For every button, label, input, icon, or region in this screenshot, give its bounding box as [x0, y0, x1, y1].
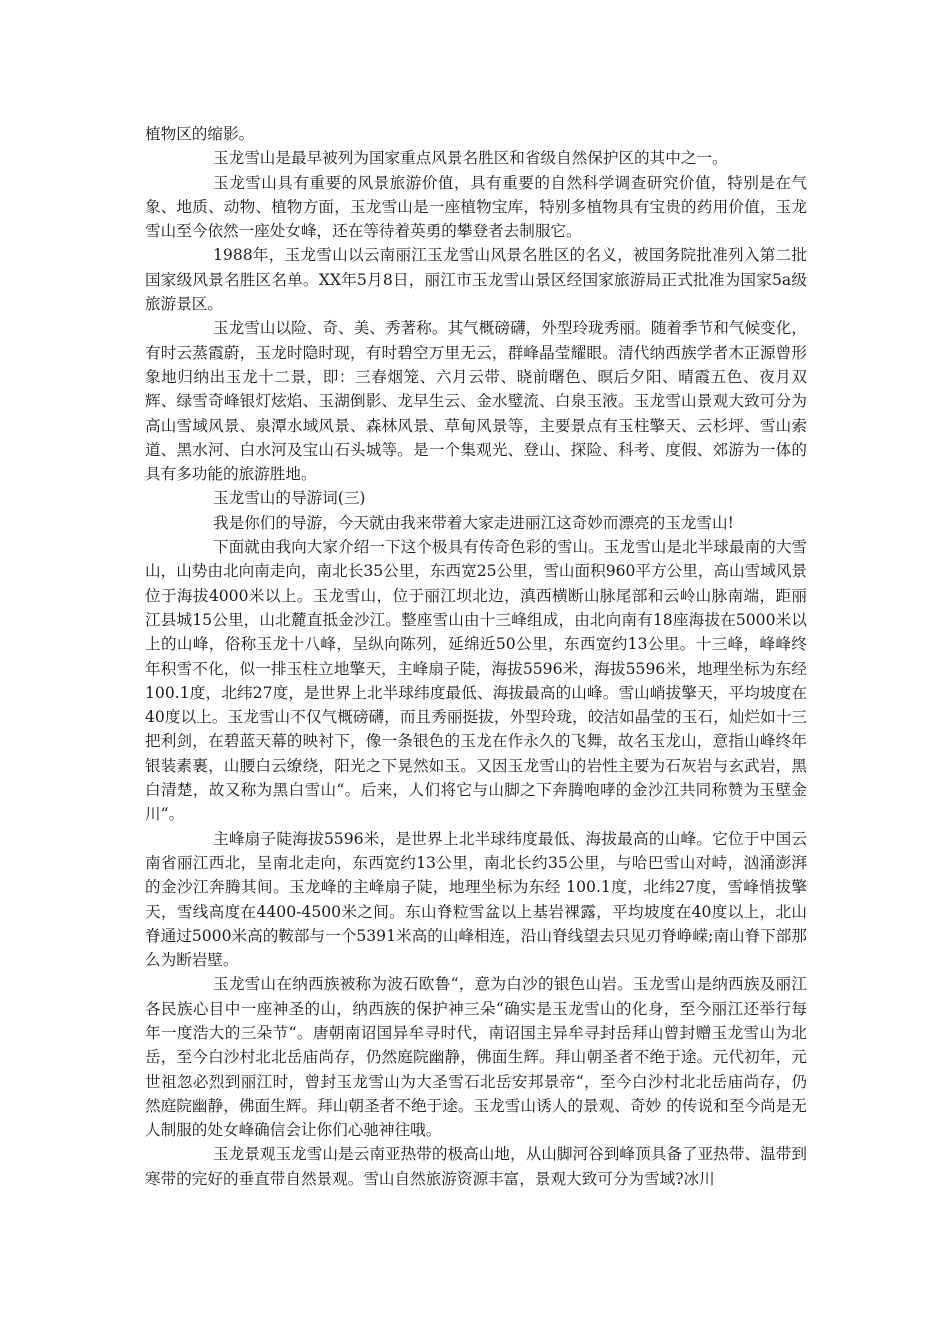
- paragraph: 我是你们的导游，今天就由我来带着大家走进丽江这奇妙而漂亮的玉龙雪山!: [213, 513, 734, 532]
- paragraph: 下面就由我向大家介绍一下这个极具有传奇色彩的雪山。玉龙雪山是北半球最南的大雪山，山势由北向南走向，南北长35公里，东西宽25公里，雪山面积960平方公里，高山雪域风景位于海拔4000米以上。玉龙雪山，位于丽江坝北边，滇西横断山脉尾部和云岭山脉南端，距丽江县城15公里，山北麓直抵金沙江。整座雪山由十三峰组成，由北向南有18座海拔在5000米以上的山峰，俗称玉龙十八峰，呈纵向陈列，延绵近50公里，东西宽约13公里。十三峰，峰峰终年积雪不化，似一排玉柱立地擎天，主峰扇子陡，海拔5596米，海拔5596米，地理坐标为东经100.1度，北纬27度，是世界上北半球纬度最低、海拔最高的山峰。雪山峭拔擎天，平均坡度在40度以上。玉龙雪山不仅气概磅礴，而且秀丽挺拔，外型玲珑，皎洁如晶莹的玉石，灿烂如十三把利剑，在碧蓝天幕的映衬下，像一条银色的玉龙在作永久的飞舞，故名玉龙山，意指山峰终年银装素裹，山腰白云缭绕，阳光之下晃然如玉。又因玉龙雪山的岩性主要为石灰岩与玄武岩，黑白清楚，故又称为黑白雪山“。后来，人们将它与山脚之下奔腾咆哮的金沙江共同称赞为玉壁金川“。: [145, 538, 808, 824]
- paragraph: 主峰扇子陡海拔5596米，是世界上北半球纬度最低、海拔最高的山峰。它位于中国云南省丽江西北，呈南北走向，东西宽约13公里，南北长约35公里，与哈巴雪山对峙，汹涌澎湃的金沙江奔腾其间。玉龙峰的主峰扇子陡，地理坐标为东经 100.1度，北纬27度，雪峰悄拔擎天，雪线高度在4400-4500米之间。东山脊粒雪盆以上基岩裸露，平均坡度在40度以上，北山脊通过5000米高的鞍部与一个5391米高的山峰相连，沿山脊线望去只见刃脊峥嵘;南山脊下部那么为断岩壁。: [145, 829, 807, 970]
- paragraph: 玉龙景观玉龙雪山是云南亚热带的极高山地，从山脚河谷到峰顶具备了亚热带、温带到寒带的完好的垂直带自然景观。雪山自然旅游资源丰富，景观大致可分为雪域?冰川: [145, 1145, 807, 1188]
- section-heading: 玉龙雪山的导游词(三): [213, 489, 366, 508]
- paragraph: 玉龙雪山具有重要的风景旅游价值，具有重要的自然科学调查研究价值，特别是在气象、地质、动物、植物方面，玉龙雪山是一座植物宝库，特别多植物具有宝贵的药用价值，玉龙雪山至今依然一座处女峰，还在等待着英勇的攀登者去制服它。: [145, 173, 807, 241]
- paragraph: 1988年，玉龙雪山以云南丽江玉龙雪山风景名胜区的名义，被国务院批准列入第二批国家级风景名胜区名单。XX年5月8日，丽江市玉龙雪山景区经国家旅游局正式批准为国家5a级旅游景区。: [145, 246, 807, 314]
- paragraph: 玉龙雪山以险、奇、美、秀著称。其气概磅礴，外型玲珑秀丽。随着季节和气候变化，有时云蒸霞蔚，玉龙时隐时现，有时碧空万里无云，群峰晶莹耀眼。清代纳西族学者木正源曾形象地归纳出玉龙十二景，即：三春烟笼、六月云带、晓前曙色、暝后夕阳、晴霞五色、夜月双辉、绿雪奇峰银灯炫焰、玉湖倒影、龙早生云、金水璧流、白泉玉液。玉龙雪山景观大致可分为高山雪域风景、泉潭水域风景、森林风景、草甸风景等，主要景点有玉柱擎天、云杉坪、雪山索道、黑水河、白水河及宝山石头城等。是一个集观光、登山、探险、科考、度假、郊游为一体的具有多功能的旅游胜地。: [145, 319, 807, 484]
- document-page: [145, 122, 807, 1191]
- paragraph: 植物区的缩影。: [145, 125, 255, 143]
- paragraph: 玉龙雪山在纳西族被称为波石欧鲁“，意为白沙的银色山岩。玉龙雪山是纳西族及丽江各民族心目中一座神圣的山，纳西族的保护神三朵“确实是玉龙雪山的化身，至今丽江还举行每年一度浩大的三朵节“。唐朝南诏国异牟寻时代，南诏国主异牟寻封岳拜山曾封赠玉龙雪山为北岳，至今白沙村北北岳庙尚存，仍然庭院幽静，佛面生辉。拜山朝圣者不绝于途。元代初年，元世祖忽必烈到丽江时，曾封玉龙雪山为大圣雪石北岳安邦景帝“，至今白沙村北北岳庙尚存，仍然庭院幽静，佛面生辉。拜山朝圣者不绝于途。玉龙雪山诱人的景观、奇妙 的传说和至今尚是无人制服的处女峰确信会让你们心驰神往哦。: [145, 975, 807, 1140]
- paragraph: 玉龙雪山是最早被列为国家重点风景名胜区和省级自然保护区的其中之一。: [213, 149, 728, 168]
